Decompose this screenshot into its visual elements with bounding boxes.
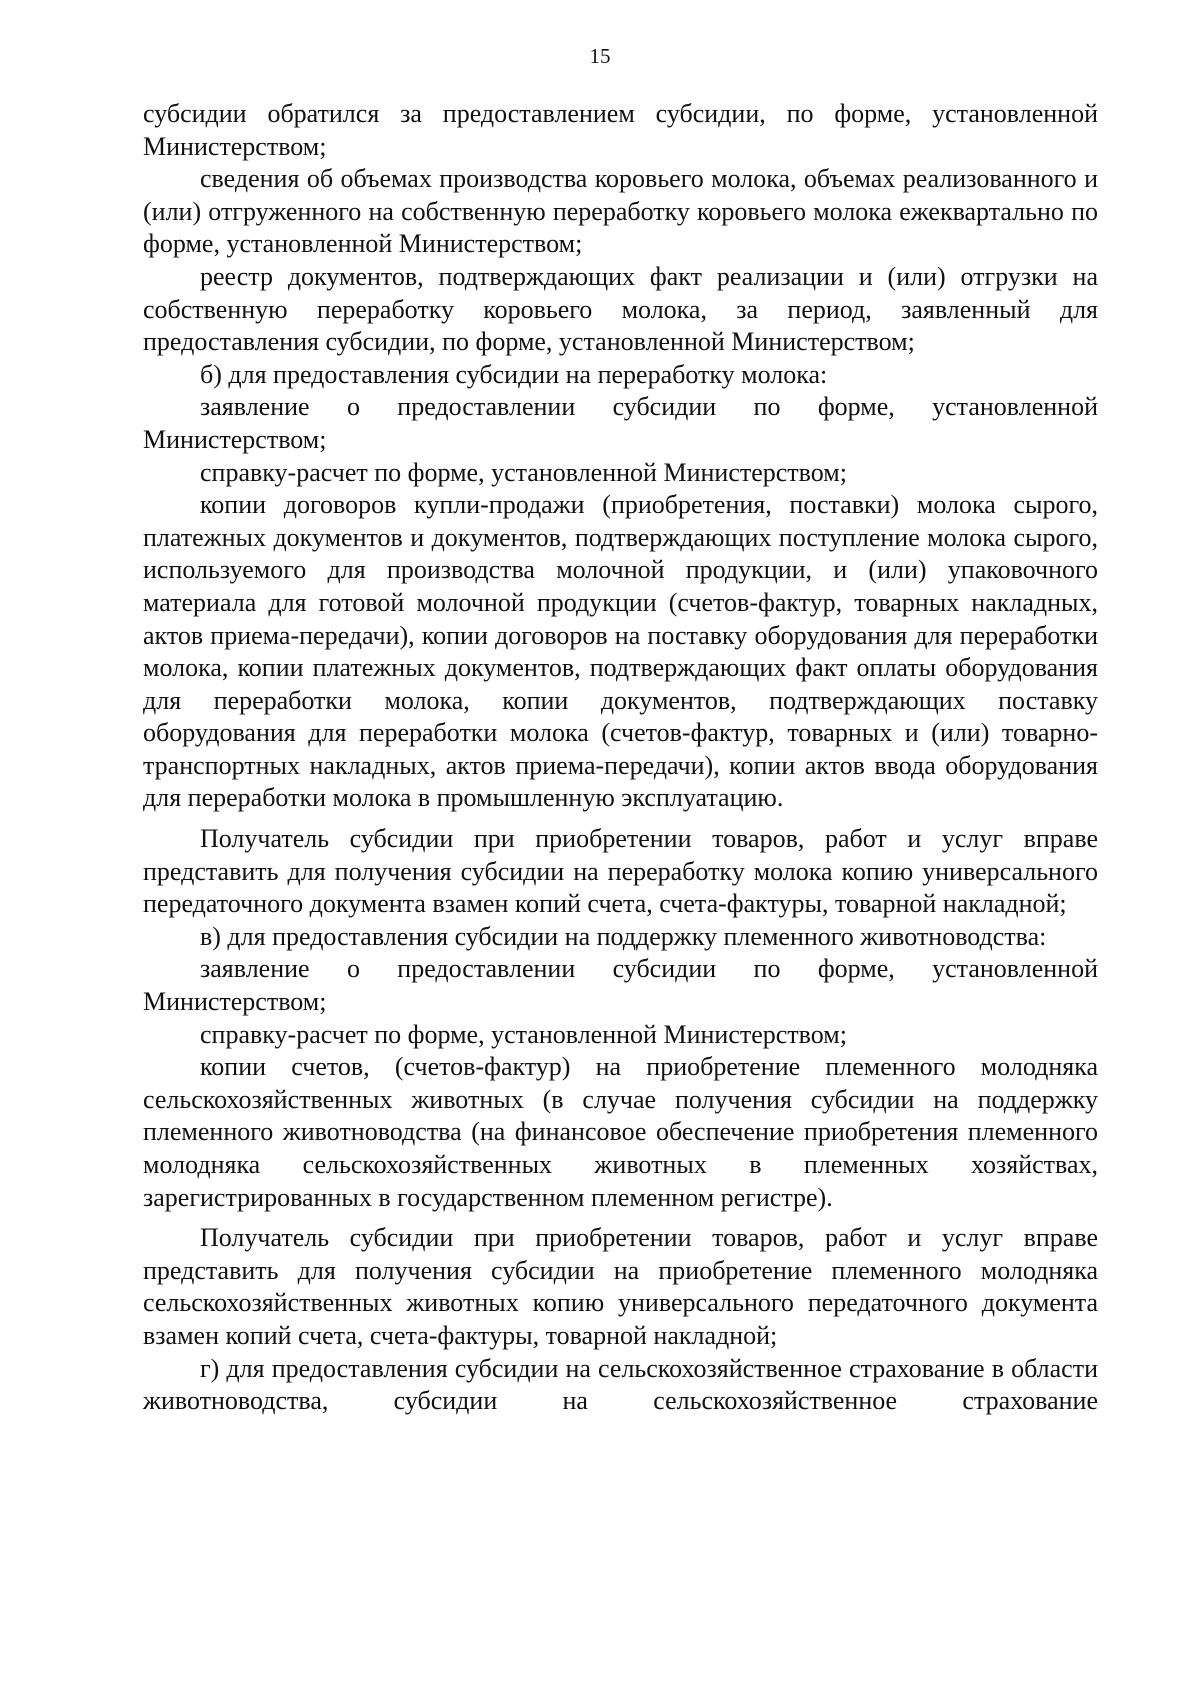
paragraph: в) для предоставления субсидии на поддержку племенного животноводства: [200,921,1047,951]
paragraph: б) для предоставления субсидии на переработку молока: [200,359,828,389]
paragraph: копии договоров купли-продажи (приобретения, поставки) молока сырого, платежных документов и документов, подтверждающих поступление молока сырого, используемого для производства молочной продукции, и (или) упаковочного материала для готовой молочной продукции (счетов-фактур, товарных накладных, актов приема-передачи), копии договоров на поставку оборудования для переработки молока, копии платежных документов, подтверждающих факт оплаты оборудования для переработки молока, копии документов, подтверждающих поставку оборудования для переработки молока (счетов-фактур, товарных и (или) товарно-транспортных накладных, актов приема-передачи), копии актов ввода оборудования для переработки молока в промышленную эксплуатацию. [143,490,1098,813]
document-body [143,98,1098,1418]
paragraph-continuation: субсидии обратился за предоставлением субсидии, по форме, установленной Министерством; [143,99,1098,161]
paragraph: заявление о предоставлении субсидии по форме, установленной Министерством; [143,954,1098,1017]
paragraph: Получатель субсидии при приобретении товаров, работ и услуг вправе представить для получения субсидии на приобретение племенного молодняка сельскохозяйственных животных копию универсального передаточного документа взамен копий счета, счета-фактуры, товарной накладной; [143,1223,1098,1350]
page-number: 15 [589,44,611,68]
paragraph: справку-расчет по форме, установленной Министерством; [200,1019,847,1049]
paragraph: копии счетов, (счетов-фактур) на приобретение племенного молодняка сельскохозяйственных животных (в случае получения субсидии на поддержку племенного животноводства (на финансовое обеспечение приобретения племенного молодняка сельскохозяйственных животных в племенных хозяйствах, зарегистрированных в государственном племенном регистре). [143,1052,1098,1212]
paragraph: реестр документов, подтверждающих факт реализации и (или) отгрузки на собственную переработку коровьего молока, за период, заявленный для предоставления субсидии, по форме, установленной Министерством; [143,261,1098,357]
paragraph: Получатель субсидии при приобретении товаров, работ и услуг вправе представить для получения субсидии на переработку молока копию универсального передаточного документа взамен копий счета, счета-фактуры, товарной накладной; [143,824,1098,919]
paragraph: заявление о предоставлении субсидии по форме, установленной Министерством; [143,392,1098,454]
paragraph: справку-расчет по форме, установленной Министерством; [200,457,847,487]
paragraph: сведения об объемах производства коровьего молока, объемах реализованного и (или) отгруженного на собственную переработку коровьего молока ежеквартально по форме, установленной Министерством; [143,164,1098,259]
paragraph: г) для предоставления субсидии на сельскохозяйственное страхование в области животноводства, субсидии на сельскохозяйственное страхование [143,1353,1098,1416]
